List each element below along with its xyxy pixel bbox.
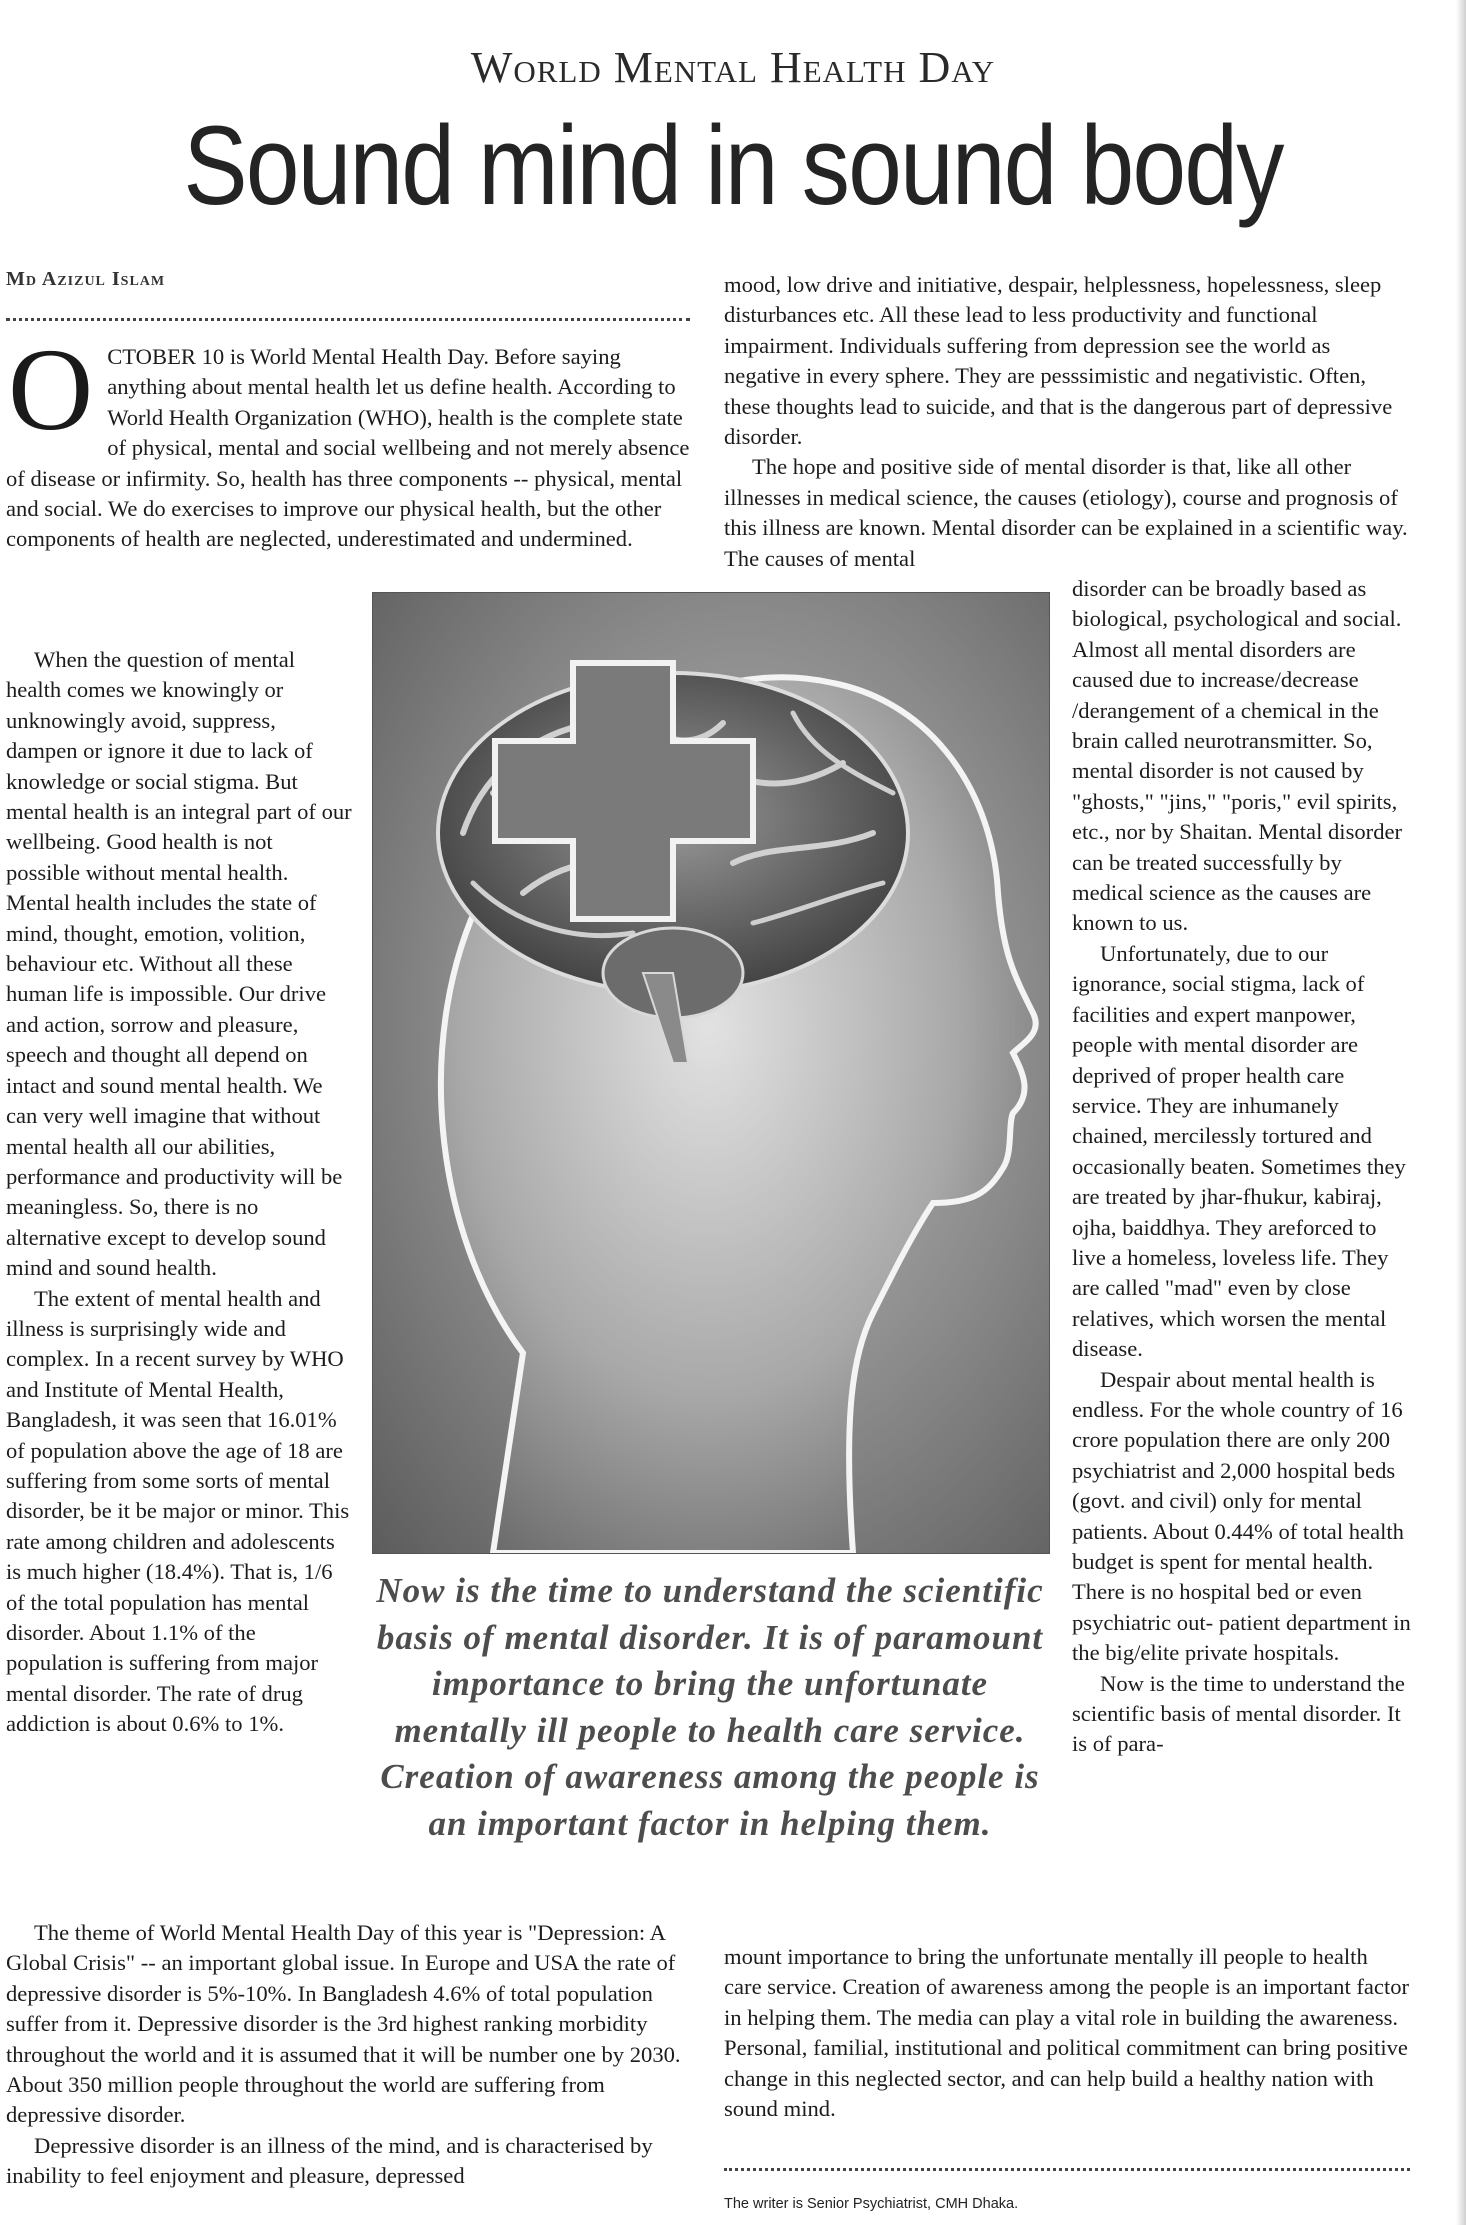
paragraph: Despair about mental health is endless. For the whole country of 16 crore population there are only 200 psychiatrist and 2,000 hospital beds (govt. and civil) only for mental patients. About 0.44% of total health budget is spent for mental health. There is no hospital bed or even psychiatric out- patient department in the big/elite private hospitals. <box>1072 1366 1411 1666</box>
paragraph: The theme of World Mental Health Day of this year is "Depression: A Global Crisis" -- an important global issue. In Europe and USA the rate of depressive disorder is 5%-10%. In Bangladesh 4.6% of total population suffer from it. Depressive disorder is the 3rd highest ranking morbidity throughout the world and it is assumed that it will be number one by 2030. About 350 million people throughout the world are suffering from depressive disorder. <box>6 1920 681 2128</box>
head-brain-medical-cross-icon <box>373 593 1049 1553</box>
paragraph: The hope and positive side of mental disorder is that, like all other illnesses in medical science, the causes (etiology), course and prognosis of this illness are known. Mental disorder can be explained in a scientific way. The causes of mental <box>724 454 1408 571</box>
paragraph-intro <box>6 324 690 555</box>
footer-divider <box>724 2168 1410 2171</box>
byline-divider <box>6 318 690 321</box>
article-headline: Sound mind in sound body <box>183 103 1283 228</box>
left-column <box>6 324 690 555</box>
paragraph: Depressive disorder is an illness of the mind, and is characterised by inability to feel enjoyment and pleasure, depressed <box>6 2132 653 2189</box>
drop-cap: O <box>8 324 94 455</box>
article-kicker: World Mental Health Day <box>470 43 996 92</box>
paragraph: disorder can be broadly based as biological, psychological and social. Almost all mental disorders are caused due to increase/decrease /derangement of a chemical in the brain called neurotransmitter. So, mental disorder is not caused by "ghosts," "jins," "poris," evil spirits, etc., nor by Shaitan. Mental disorder can be treated successfully by medical science as the causes are known to us. <box>1072 576 1403 936</box>
paragraph: Now is the time to understand the scientific basis of mental disorder. It is of para- <box>1072 1670 1405 1757</box>
paragraph: mount importance to bring the unfortunate mentally ill people to health care service. Creation of awareness among the people is an important factor in helping them. The media can play a vital role in building the awareness. Personal, familial, institutional and political commitment can bring positive change in this neglected sector, and can help build a healthy nation with sound mind. <box>724 1944 1410 2122</box>
paragraph: Unfortunately, due to our ignorance, social stigma, lack of facilities and expert manpower, people with mental disorder are deprived of proper health care service. They are inhumanely chained, mercilessly tortured and occasionally beaten. Sometimes they are treated by jhar-fhukur, kabiraj, ojha, baiddhya. They areforced to live a homeless, loveless life. They are called "mad" even by close relatives, which worsen the mental disease. <box>1072 940 1406 1362</box>
paragraph-intro-text: CTOBER 10 is World Mental Health Day. Before saying anything about mental health let us define health. According to World Health Organization (WHO), health is the complete state of physical, mental and social wellbeing and not merely absence of disease or infirmity. So, health has three components -- physical, mental and social. We do exercises to improve our physical health, but the other components of health are neglected, underestimated and undermined. <box>6 344 690 552</box>
paragraph: The extent of mental health and illness is surprisingly wide and complex. In a recent survey by WHO and Institute of Mental Health, Bangladesh, it was seen that 16.01% of population above the age of 18 are suffering from some sorts of mental disorder, be it be major or minor. This rate among children and adolescents is much higher (18.4%). That is, 1/6 of the total population has mental disorder. About 1.1% of the population is suffering from major mental disorder. The rate of drug addiction is about 0.6% to 1%. <box>6 1285 350 1737</box>
author-note: The writer is Senior Psychiatrist, CMH Dhaka. <box>724 2196 1019 2212</box>
paragraph: When the question of mental health comes we knowingly or unknowingly avoid, suppress, dampen or ignore it due to lack of knowledge or social stigma. But mental health is an integral part of our wellbeing. Good health is not possible without mental health. Mental health includes the state of mind, thought, emotion, volition, behaviour etc. Without all these human life is impossible. Our drive and action, sorrow and pleasure, speech and thought all depend on intact and sound mental health. We can very well imagine that without mental health all our abilities, performance and productivity will be meaningless. So, there is no alternative except to develop sound mind and sound health. <box>6 647 352 1281</box>
article-byline: Md Azizul Islam <box>6 268 166 290</box>
paragraph: mood, low drive and initiative, despair, helplessness, hopelessness, sleep disturbances etc. All these lead to less productivity and functional impairment. Individuals suffering from depression see the world as negative in every sphere. They are pesssimistic and negativistic. Often, these thoughts lead to suicide, and that is the dangerous part of depressive disorder. <box>724 272 1393 450</box>
head-brain-illustration <box>372 592 1050 1554</box>
pull-quote: Now is the time to understand the scientific basis of mental disorder. It is of paramount importance to bring the unfortunate mentally ill people to health care service. Creation of awareness among the people is an important factor in helping them. <box>376 1571 1044 1843</box>
left-bottom-column <box>6 1918 690 2192</box>
left-narrow-column <box>6 645 352 1740</box>
right-narrow-column <box>1072 574 1414 1760</box>
page-edge-shadow <box>1456 0 1466 2225</box>
right-bottom-column <box>724 1942 1410 2124</box>
right-top-column <box>724 270 1410 574</box>
